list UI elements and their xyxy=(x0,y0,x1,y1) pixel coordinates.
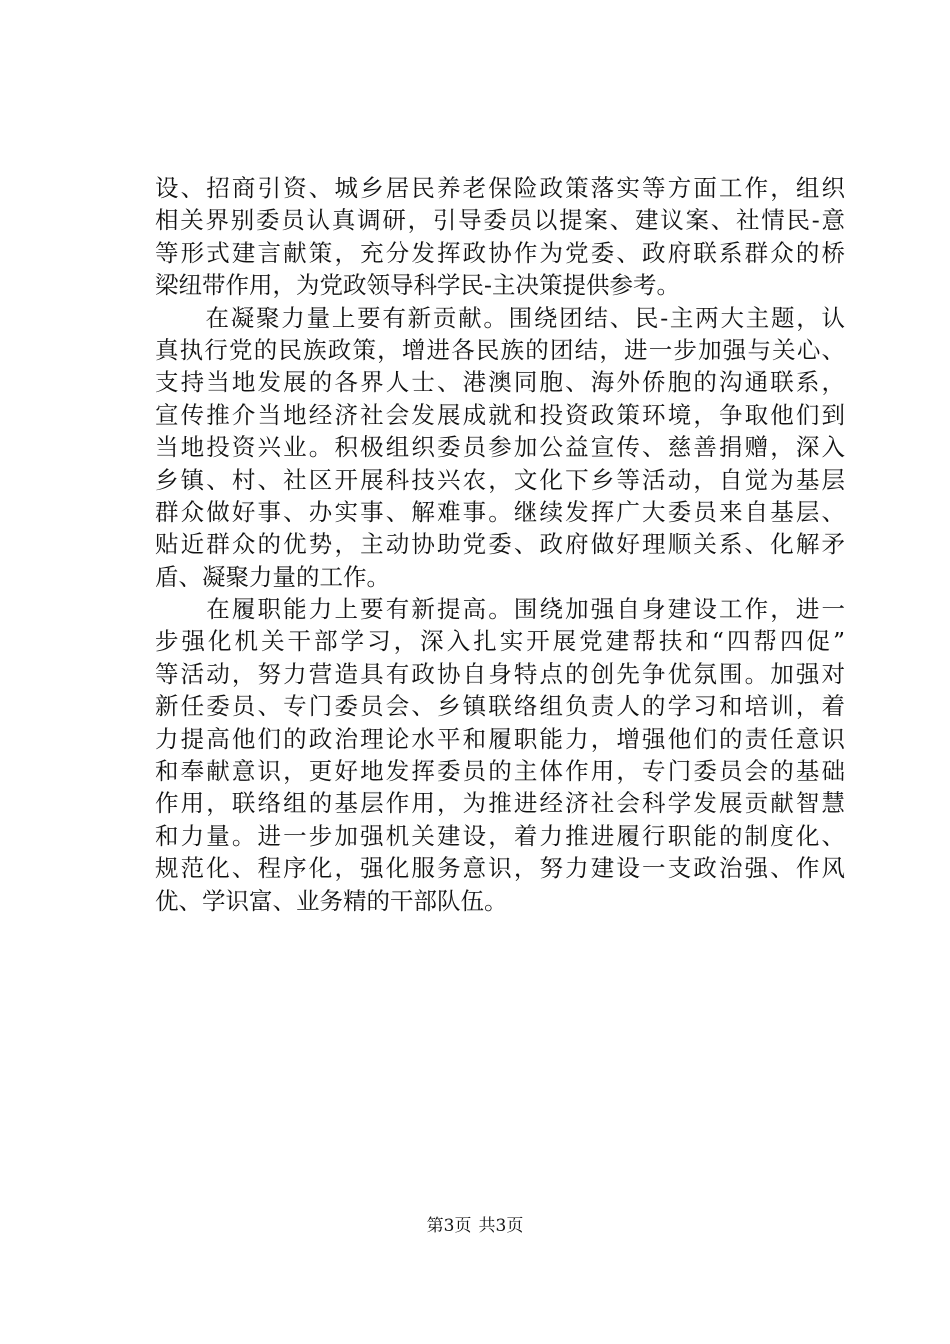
text-line: 宣传推介当地经济社会发展成就和投资政策环境，争取他们到 xyxy=(155,400,845,429)
text-line: 群众做好事、办实事、解难事。继续发挥广大委员来自基层、 xyxy=(155,497,845,526)
document-body xyxy=(155,172,845,917)
text-line: 优、学识富、业务精的干部队伍。 xyxy=(155,886,508,915)
text-line: 和力量。进一步加强机关建设，着力推进履行职能的制度化、 xyxy=(155,821,845,850)
text-line: 在凝聚力量上要有新贡献。围绕团结、民-主两大主题，认 xyxy=(155,303,845,332)
text-line: 梁纽带作用，为党政领导科学民-主决策提供参考。 xyxy=(155,271,680,300)
text-line: 作用，联络组的基层作用，为推进经济社会科学发展贡献智慧 xyxy=(155,789,845,818)
page-number: 第3页 xyxy=(426,1216,472,1236)
text-line: 力提高他们的政治理论水平和履职能力，增强他们的责任意识 xyxy=(155,724,845,753)
page-footer xyxy=(0,1215,950,1237)
text-line: 步强化机关干部学习，深入扎实开展党建帮扶和“四帮四促” xyxy=(155,627,845,656)
text-line: 支持当地发展的各界人士、港澳同胞、海外侨胞的沟通联系， xyxy=(155,368,845,397)
text-line: 相关界别委员认真调研，引导委员以提案、建议案、社情民-意 xyxy=(155,206,845,235)
text-line: 新任委员、专门委员会、乡镇联络组负责人的学习和培训，着 xyxy=(155,692,845,721)
text-line: 当地投资兴业。积极组织委员参加公益宣传、慈善捐赠，深入 xyxy=(155,433,845,462)
page-total: 共3页 xyxy=(478,1216,524,1236)
text-line: 真执行党的民族政策，增进各民族的团结，进一步加强与关心、 xyxy=(155,335,845,364)
text-line: 规范化、程序化，强化服务意识，努力建设一支政治强、作风 xyxy=(155,854,845,883)
text-line: 设、招商引资、城乡居民养老保险政策落实等方面工作，组织 xyxy=(155,174,845,202)
text-line: 盾、凝聚力量的工作。 xyxy=(155,562,390,591)
text-line: 等活动，努力营造具有政协自身特点的创先争优氛围。加强对 xyxy=(155,659,845,688)
text-line: 乡镇、村、社区开展科技兴农，文化下乡等活动，自觉为基层 xyxy=(155,465,845,494)
text-line: 贴近群众的优势，主动协助党委、政府做好理顺关系、化解矛 xyxy=(155,530,845,559)
text-line: 和奉献意识，更好地发挥委员的主体作用，专门委员会的基础 xyxy=(155,757,845,786)
text-line: 在履职能力上要有新提高。围绕加强自身建设工作，进一 xyxy=(155,595,845,624)
text-line: 等形式建言献策，充分发挥政协作为党委、政府联系群众的桥 xyxy=(155,238,845,267)
